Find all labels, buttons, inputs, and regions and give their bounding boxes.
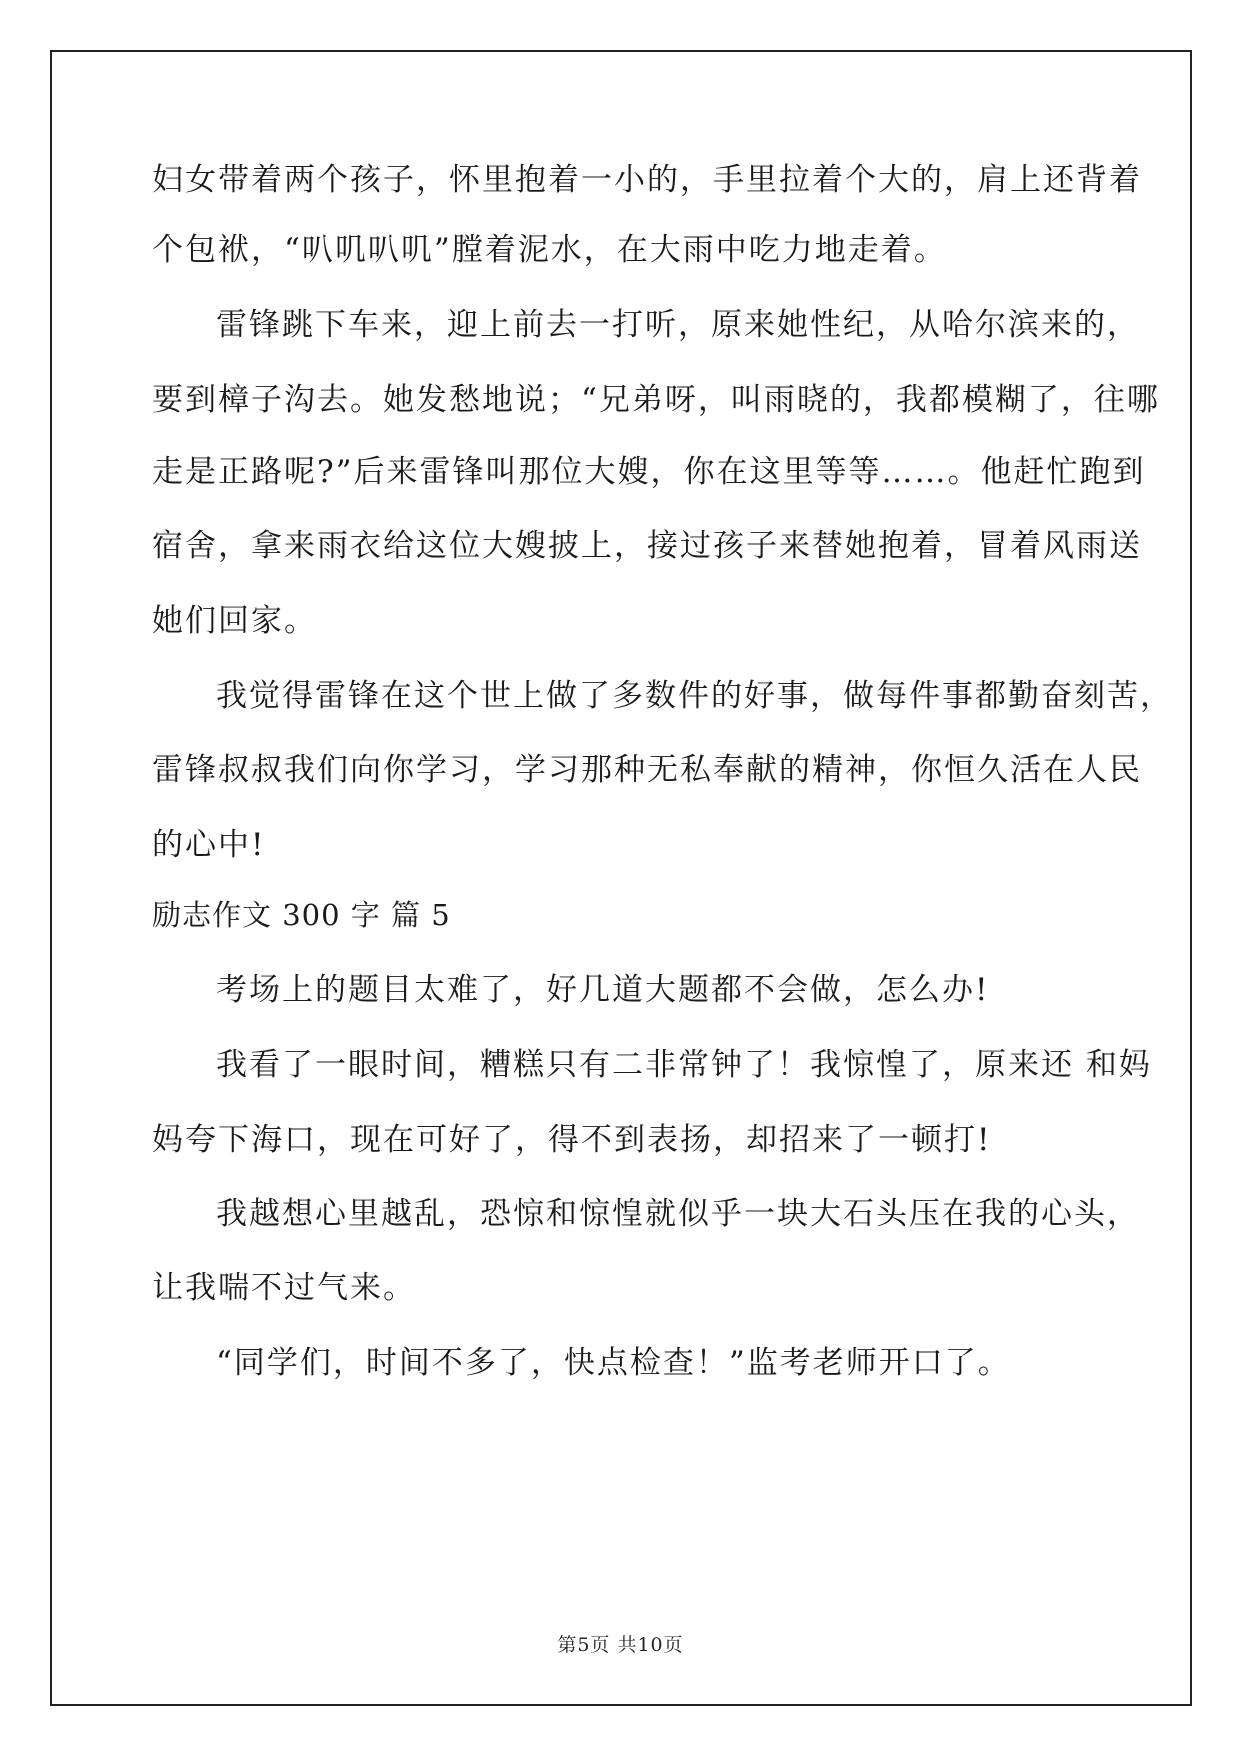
page-border	[50, 50, 1192, 1706]
paragraph-line: 考场上的题目太难了，好几道大题都不会做，怎么办!	[216, 972, 990, 1008]
paragraph-line: 我觉得雷锋在这个世上做了多数件的好事，做每件事都勤奋刻苦，	[216, 678, 1173, 714]
paragraph-line: 要到樟子沟去。她发愁地说；“兄弟呀，叫雨晓的，我都模糊了，往哪	[152, 382, 1160, 418]
paragraph-line: 我看了一眼时间，糟糕只有二非常钟了！我惊惶了，原来还 和妈	[216, 1047, 1152, 1083]
paragraph-line: 的心中!	[152, 827, 266, 863]
paragraph-line: 妇女带着两个孩子，怀里抱着一小的，手里拉着个大的，肩上还背着	[152, 162, 1142, 198]
paragraph-line: 我越想心里越乱，恐惊和惊惶就似乎一块大石头压在我的心头，	[216, 1196, 1140, 1232]
paragraph-line: 个包袱，“叭叽叭叽”膛着泥水，在大雨中吃力地走着。	[152, 232, 947, 268]
paragraph-line: 她们回家。	[152, 603, 317, 639]
page-number-footer: 第5页 共10页	[557, 1634, 684, 1656]
paragraph-line: 雷锋跳下车来，迎上前去一打听，原来她性纪，从哈尔滨来的，	[216, 307, 1140, 343]
paragraph-line: “同学们，时间不多了，快点检查！”监考老师开口了。	[216, 1345, 1011, 1381]
paragraph-line: 让我喘不过气来。	[152, 1270, 416, 1306]
paragraph-line: 宿舍，拿来雨衣给这位大嫂披上，接过孩子来替她抱着，冒着风雨送	[152, 528, 1142, 564]
section-heading: 励志作文 300 字 篇 5	[152, 898, 451, 932]
paragraph-line: 雷锋叔叔我们向你学习，学习那种无私奉献的精神，你恒久活在人民	[152, 752, 1142, 788]
paragraph-line: 走是正路呢?”后来雷锋叫那位大嫂，你在这里等等……。他赶忙跑到	[152, 454, 1146, 490]
paragraph-line: 妈夸下海口，现在可好了，得不到表扬，却招来了一顿打!	[152, 1122, 992, 1158]
